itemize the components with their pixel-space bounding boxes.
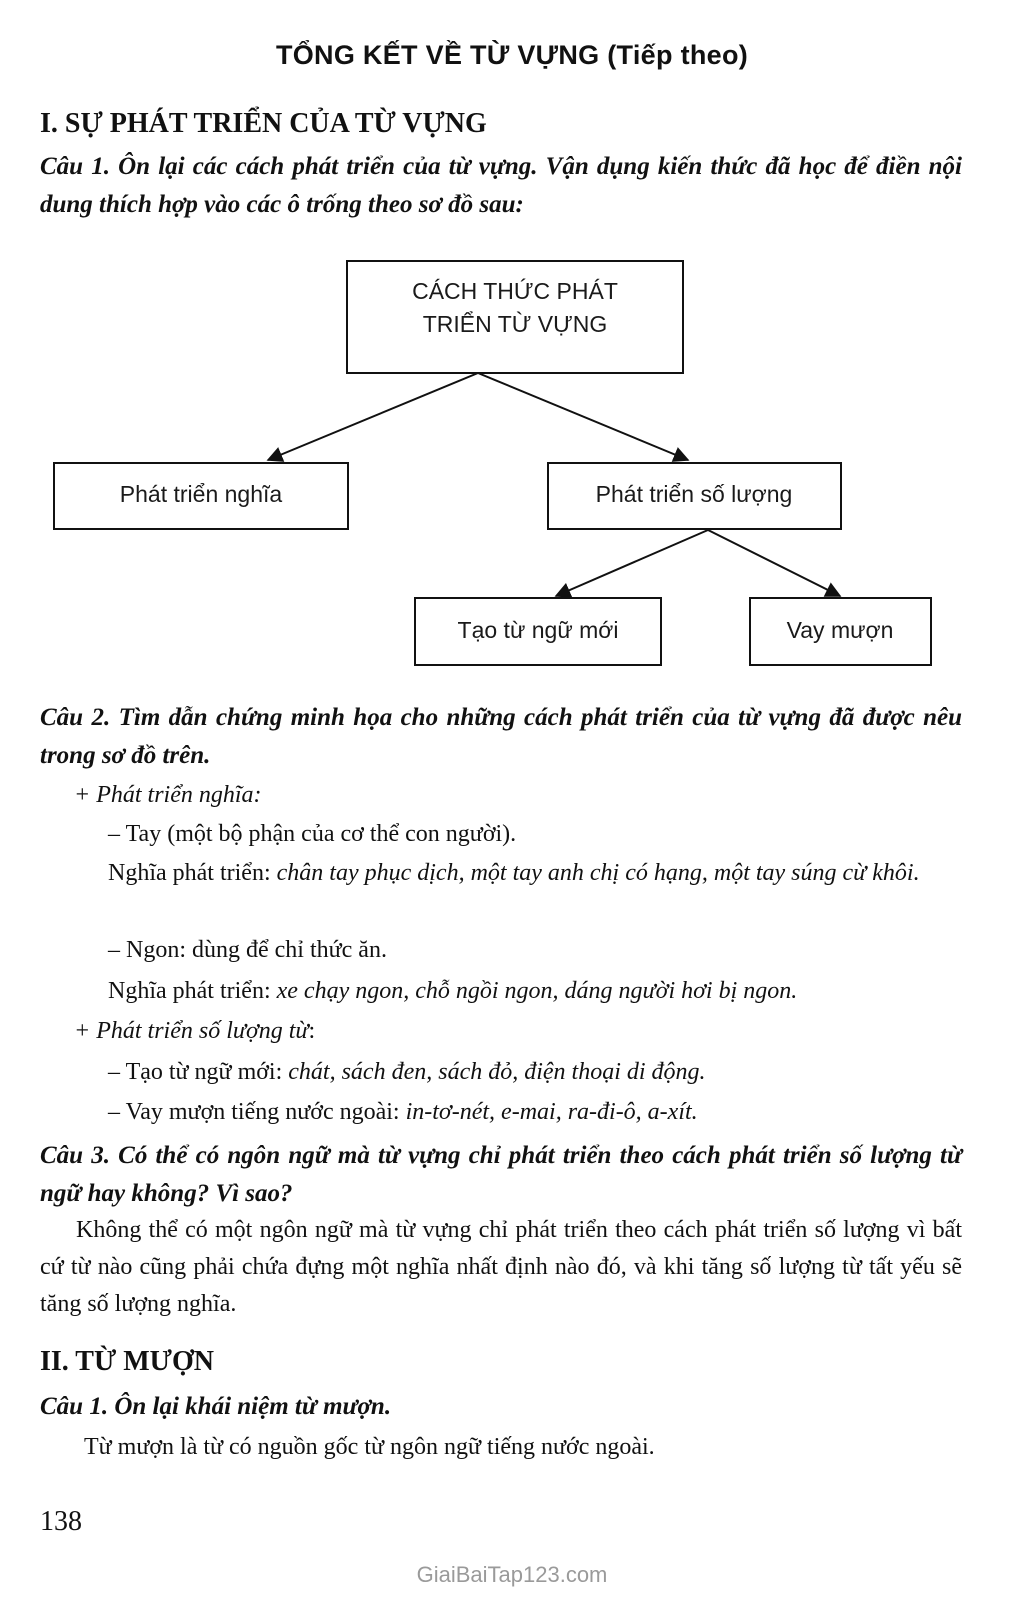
question-3: Câu 3. Có thể có ngôn ngữ mà từ vựng chỉ phát triển theo cách phát triển số lượng từ ngữ hay không? Vì sao? [40, 1142, 962, 1207]
borrow-line [108, 1093, 698, 1131]
answer-3: Không thể có một ngôn ngữ mà từ vựng chỉ phát triển theo cách phát triển số lượng vì bất cứ từ nào cũng phải chứa đựng một nghĩa nhất định nào đó, và khi tăng số lượng từ tất yếu sẽ tăng số lượng nghĩa. [40, 1217, 962, 1317]
development-diagram [0, 250, 1024, 680]
arrow-root-right [478, 373, 688, 460]
tay-item: – Tay (một bộ phận của cơ thể con người). [108, 821, 517, 847]
borrow-examples: in-tơ-nét, e-mai, ra-đi-ô, a-xít. [405, 1099, 698, 1125]
section2-answer-1: Từ mượn là từ có nguồn gốc từ ngôn ngữ tiếng nước ngoài. [84, 1434, 655, 1460]
page-title: TỔNG KẾT VỀ TỪ VỰNG (Tiếp theo) [275, 40, 749, 70]
section-heading-1: I. SỰ PHÁT TRIỂN CỦA TỪ VỰNG [40, 108, 487, 139]
section2-question-1: Câu 1. Ôn lại khái niệm từ mượn. [40, 1393, 392, 1420]
section-heading-2: II. TỪ MƯỢN [40, 1346, 214, 1377]
new-words-label: Tạo từ ngữ mới [457, 617, 619, 643]
tay-meaning-label: Nghĩa phát triển: [108, 860, 277, 886]
root-label-line1: CÁCH THỨC PHÁT [412, 278, 618, 304]
new-words-examples: chát, sách đen, sách đỏ, điện thoại di động. [288, 1059, 706, 1085]
question-1: Câu 1. Ôn lại các cách phát triển của từ vựng. Vận dụng kiến thức đã học để điền nội dung thích hợp vào các ô trống theo sơ đồ sau: [40, 153, 962, 218]
ngon-meaning-examples: xe chạy ngon, chỗ ngồi ngon, dáng người hơi bị ngon. [276, 978, 798, 1004]
quantity-header-text: + Phát triển số lượng từ [74, 1018, 309, 1044]
quantity-header-colon: : [308, 1018, 316, 1044]
quantity-header [74, 1012, 315, 1050]
arrow-root-left [268, 373, 478, 460]
page-number: 138 [40, 1506, 82, 1537]
ngon-meaning-label: Nghĩa phát triển: [108, 978, 277, 1004]
new-words-item-label: – Tạo từ ngữ mới: [108, 1059, 289, 1085]
arrow-right-sub-left [556, 530, 708, 596]
new-words-line [108, 1053, 706, 1091]
ngon-item: – Ngon: dùng để chỉ thức ăn. [108, 937, 387, 963]
quantity-label: Phát triển số lượng [595, 481, 793, 507]
tay-meaning-examples: chân tay phục dịch, một tay anh chị có hạng, một tay súng cừ khôi. [276, 860, 920, 886]
meaning-label: Phát triển nghĩa [119, 481, 283, 507]
meaning-header: + Phát triển nghĩa: [74, 782, 262, 808]
question-2: Câu 2. Tìm dẫn chứng minh họa cho những cách phát triển của từ vựng đã được nêu trong sơ đồ trên. [40, 704, 962, 769]
borrowing-label: Vay mượn [786, 617, 894, 643]
watermark: GiaiBaiTap123.com [416, 1562, 608, 1587]
arrow-right-sub-right [708, 530, 840, 596]
borrow-item-label: – Vay mượn tiếng nước ngoài: [108, 1099, 406, 1125]
ngon-meaning-line [108, 972, 797, 1010]
tay-meaning-paragraph [40, 855, 962, 892]
root-label-line2: TRIỂN TỪ VỰNG [422, 311, 608, 337]
